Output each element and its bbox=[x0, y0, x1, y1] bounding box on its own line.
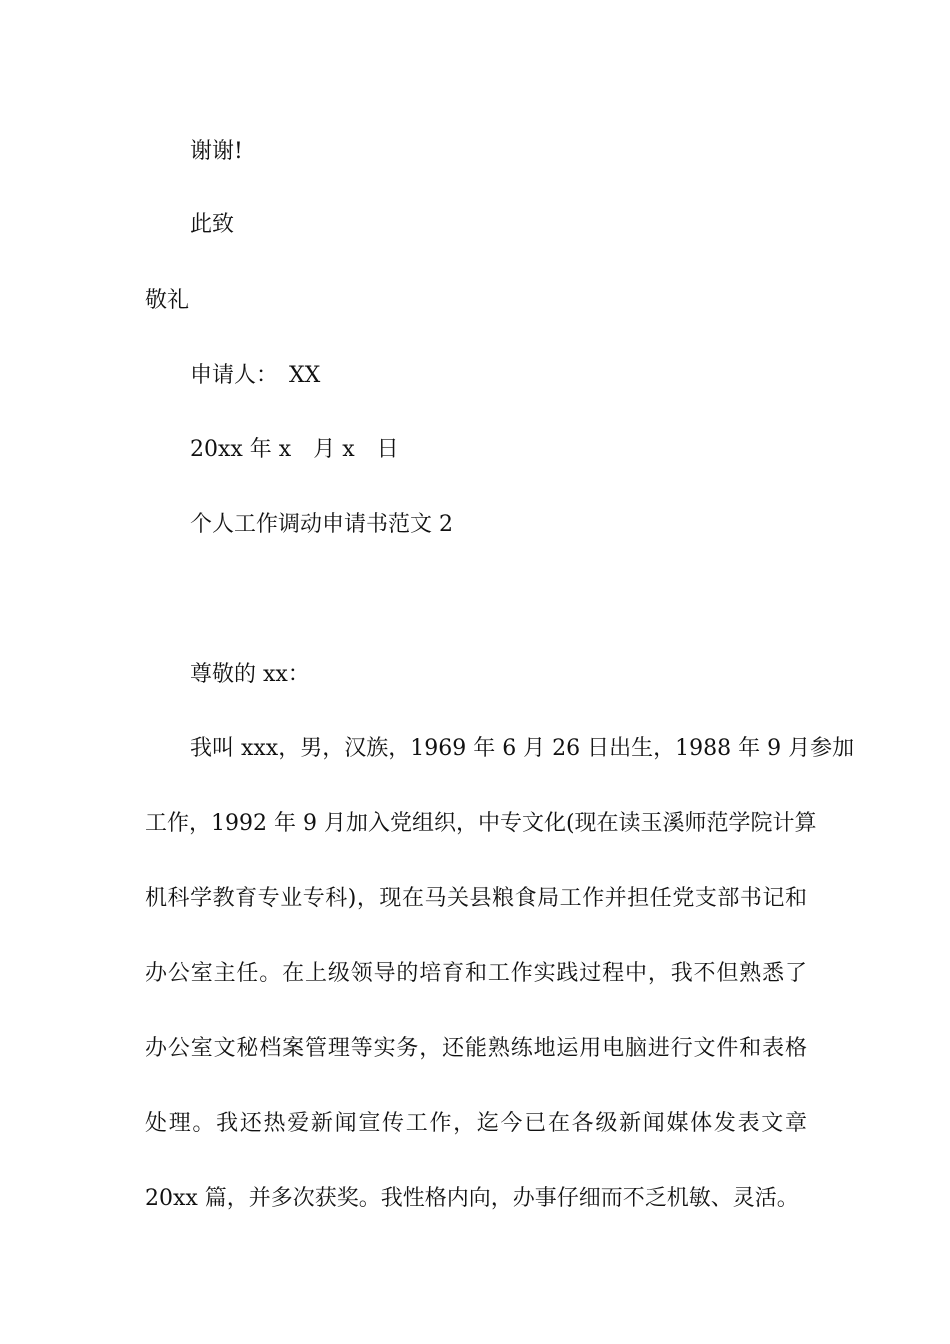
date-line: 20xx 年 x 月 x 日 bbox=[190, 437, 399, 462]
body-line-5: 办公室文秘档案管理等实务，还能熟练地运用电脑进行文件和表格 bbox=[145, 1036, 807, 1061]
applicant-line: 申请人： XX bbox=[190, 363, 321, 388]
salute-line: 敬礼 bbox=[145, 288, 190, 313]
section-title: 个人工作调动申请书范文 2 bbox=[190, 512, 453, 537]
thanks-line: 谢谢! bbox=[190, 139, 243, 164]
closing-line: 此致 bbox=[190, 212, 235, 237]
greeting-line: 尊敬的 xx： bbox=[190, 662, 310, 687]
body-line-1: 我叫 xxx，男，汉族，1969 年 6 月 26 日出生，1988 年 9 月参加 bbox=[190, 736, 855, 761]
body-line-3: 机科学教育专业专科)，现在马关县粮食局工作并担任党支部书记和 bbox=[145, 886, 807, 911]
body-line-7: 20xx 篇，并多次获奖。我性格内向，办事仔细而不乏机敏、灵活。 bbox=[145, 1186, 799, 1211]
body-line-6: 处理。我还热爱新闻宣传工作，迄今已在各级新闻媒体发表文章 bbox=[145, 1111, 807, 1136]
body-line-4: 办公室主任。在上级领导的培育和工作实践过程中，我不但熟悉了 bbox=[145, 961, 807, 986]
body-line-2: 工作，1992 年 9 月加入党组织，中专文化(现在读玉溪师范学院计算 bbox=[145, 811, 817, 836]
